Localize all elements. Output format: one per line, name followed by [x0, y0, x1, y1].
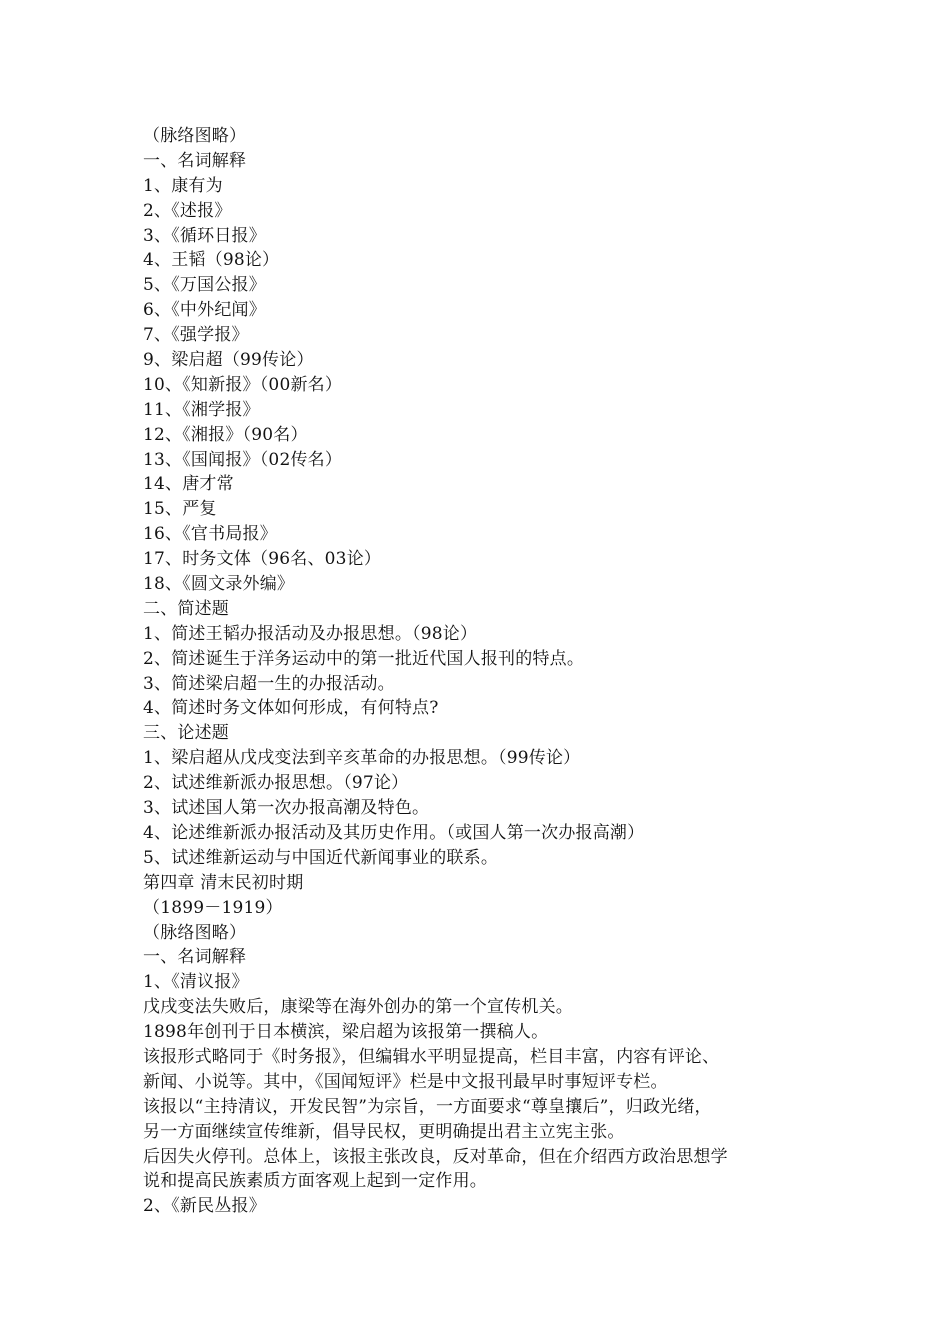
text-line: 4、简述时务文体如何形成，有何特点? [143, 698, 439, 719]
text-line: 2、《新民丛报》 [143, 1196, 266, 1217]
text-line: 6、《中外纪闻》 [143, 300, 266, 321]
text-line: 13、《国闻报》（02传名） [143, 449, 343, 470]
text-line: 11、《湘学报》 [143, 399, 260, 420]
text-line: 4、王韬（98论） [143, 250, 280, 271]
text-line: 9、梁启超（99传论） [143, 350, 314, 371]
text-line: 二、简述题 [143, 598, 229, 619]
text-line: 7、《强学报》 [143, 325, 249, 346]
text-line: 3、《循环日报》 [143, 225, 266, 246]
text-line: 戊戌变法失败后，康梁等在海外创办的第一个宣传机关。 [143, 997, 573, 1018]
text-line: 一、名词解释 [143, 947, 247, 968]
text-line: 1、梁启超从戊戌变法到辛亥革命的办报思想。（99传论） [143, 748, 581, 769]
text-line: 3、试述国人第一次办报高潮及特色。 [143, 798, 430, 819]
text-line: 1、简述王韬办报活动及办报思想。（98论） [143, 623, 478, 644]
text-line: 15、严复 [143, 499, 217, 520]
text-line: 2、试述维新派办报思想。（97论） [143, 773, 409, 794]
text-line: 说和提高民族素质方面客观上起到一定作用。 [143, 1171, 487, 1192]
text-line: 17、时务文体（96名、03论） [143, 549, 382, 570]
text-line: 18、《圆文录外编》 [143, 574, 295, 595]
text-line: 第四章 清末民初时期 [143, 872, 304, 893]
text-line: 16、《官书局报》 [143, 524, 277, 545]
text-line: 2、《述报》 [143, 200, 232, 221]
text-line: 一、名词解释 [143, 150, 247, 171]
text-line: （1899－1919） [143, 897, 283, 918]
text-line: 新闻、小说等。其中，《国闻短评》栏是中文报刊最早时事短评专栏。 [143, 1071, 668, 1092]
text-line: 该报以“主持清议，开发民智”为宗旨，一方面要求“尊皇攘后”，归政光绪， [143, 1096, 712, 1117]
text-line: 另一方面继续宣传维新，倡导民权，更明确提出君主立宪主张。 [143, 1121, 625, 1142]
text-line: （脉络图略） [143, 126, 247, 146]
text-line: 1、康有为 [143, 175, 223, 196]
text-line: 5、《万国公报》 [143, 275, 266, 296]
text-line: 后因失火停刊。总体上，该报主张改良，反对革命，但在介绍西方政治思想学 [143, 1146, 728, 1167]
text-line: （脉络图略） [143, 922, 247, 943]
text-line: 12、《湘报》（90名） [143, 424, 308, 445]
text-line: 1、《清议报》 [143, 972, 249, 993]
text-line: 2、简述诞生于洋务运动中的第一批近代国人报刊的特点。 [143, 648, 585, 669]
text-line: 14、唐才常 [143, 474, 234, 495]
text-line: 三、论述题 [143, 723, 229, 744]
text-line: 5、试述维新运动与中国近代新闻事业的联系。 [143, 847, 499, 868]
text-line: 4、论述维新派办报活动及其历史作用。（或国人第一次办报高潮） [143, 822, 645, 843]
text-line: 该报形式略同于《时务报》，但编辑水平明显提高，栏目丰富，内容有评论、 [143, 1046, 720, 1067]
text-line: 1898年创刊于日本横滨，梁启超为该报第一撰稿人。 [143, 1022, 549, 1043]
document-body [143, 124, 833, 1219]
text-line: 3、简述梁启超一生的办报活动。 [143, 673, 395, 694]
text-line: 10、《知新报》（00新名） [143, 374, 343, 395]
